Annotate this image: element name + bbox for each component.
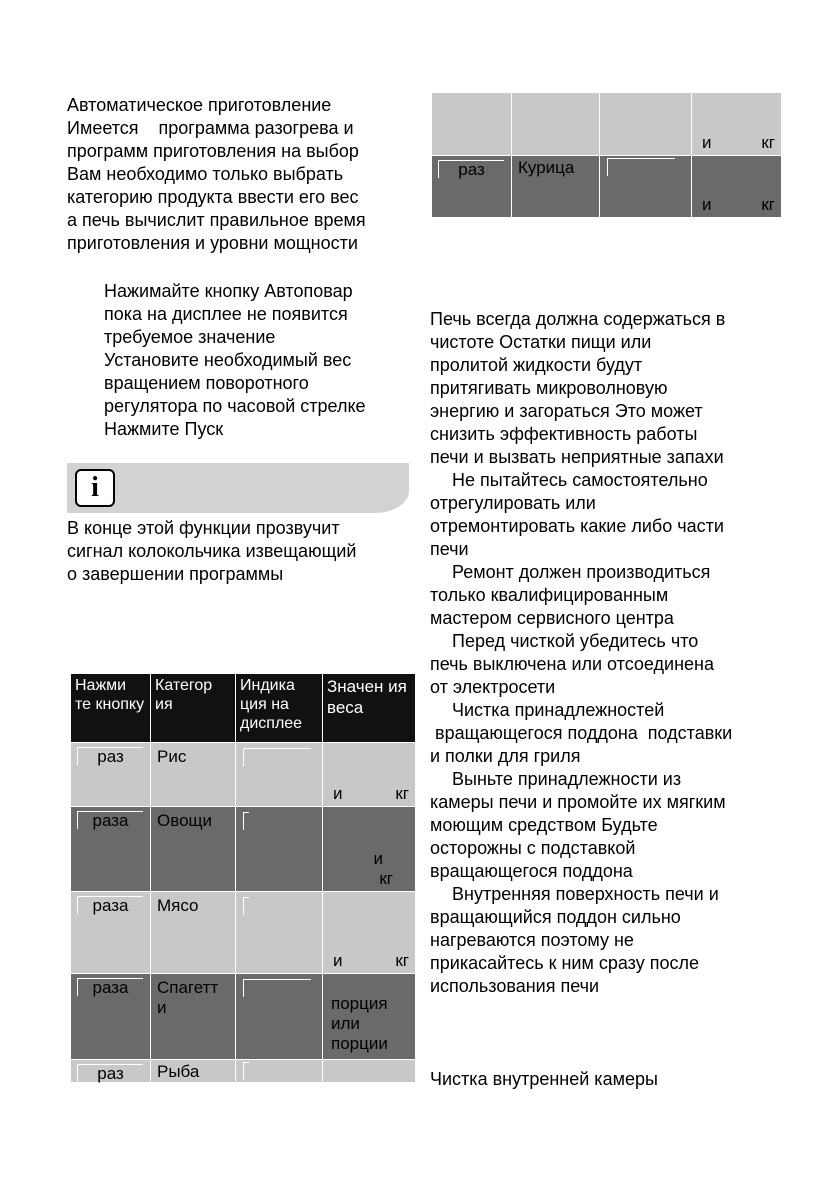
intro-line: приготовления и уровни мощности bbox=[67, 233, 358, 253]
intro-line: Вам необходимо только выбрать bbox=[67, 164, 344, 184]
program-table-continued bbox=[431, 92, 782, 218]
step-line: Нажмите Пуск bbox=[104, 419, 224, 439]
weight-unit: кг bbox=[395, 951, 409, 970]
weight-and: и bbox=[373, 849, 383, 868]
table-row bbox=[71, 892, 416, 974]
text-line: нагреваются поэтому не bbox=[430, 930, 634, 950]
text-line: Не пытайтесь самостоятельно bbox=[452, 470, 708, 490]
text-line: от электросети bbox=[430, 677, 556, 697]
instruction-steps bbox=[104, 280, 409, 441]
text-line: Перед чисткой убедитесь что bbox=[452, 631, 699, 651]
category-cell: Овощи bbox=[151, 807, 236, 892]
header-cell: Категор ия bbox=[151, 674, 236, 743]
weight-and: и bbox=[333, 784, 343, 803]
category-cell: Спагетт и bbox=[151, 974, 236, 1060]
table-header-row bbox=[71, 674, 416, 743]
weight-and: и bbox=[702, 195, 712, 214]
text-line: печь выключена или отсоединена bbox=[430, 654, 715, 674]
weight-unit: кг bbox=[395, 784, 409, 803]
section-heading bbox=[430, 1068, 780, 1091]
header-cell: Значен ия веса bbox=[323, 674, 416, 743]
text-line: вращающегося поддона подставки bbox=[430, 723, 733, 743]
text-line: вращающегося поддона bbox=[430, 861, 633, 881]
weight-unit: кг bbox=[761, 133, 775, 152]
note-paragraph bbox=[67, 517, 412, 586]
intro-line: а печь вычислит правильное время bbox=[67, 210, 366, 230]
text-line: и полки для гриля bbox=[430, 746, 581, 766]
times-cell: раза bbox=[77, 978, 143, 996]
display-chip bbox=[243, 1062, 249, 1080]
table-row bbox=[71, 807, 416, 892]
intro-line: категорию продукта ввести его вес bbox=[67, 187, 359, 207]
text-line: Печь всегда должна содержаться в bbox=[430, 309, 726, 329]
step-line: требуемое значение bbox=[104, 327, 276, 347]
step-line: регулятора по часовой стрелке bbox=[104, 396, 366, 416]
intro-line: Имеется программа разогрева и bbox=[67, 118, 354, 138]
text-line: использования печи bbox=[430, 976, 600, 996]
text-line: снизить эффективность работы bbox=[430, 424, 698, 444]
category-cell: Курица bbox=[512, 156, 600, 218]
cleaning-heading: Чистка внутренней камеры bbox=[430, 1069, 658, 1089]
step-line: вращением поворотного bbox=[104, 373, 309, 393]
program-table bbox=[70, 673, 416, 1083]
info-banner bbox=[67, 463, 409, 513]
text-line: только квалифицированным bbox=[430, 585, 669, 605]
intro-line: Автоматическое приготовление bbox=[67, 95, 332, 115]
display-chip bbox=[243, 979, 311, 997]
table-row bbox=[432, 156, 782, 218]
text-line: печи и вызвать неприятные запахи bbox=[430, 447, 724, 467]
display-chip bbox=[243, 748, 311, 766]
text-line: мастером сервисного центра bbox=[430, 608, 674, 628]
times-cell: раз bbox=[77, 747, 143, 765]
text-line: камеры печи и промойте их мягким bbox=[430, 792, 726, 812]
display-chip bbox=[243, 897, 249, 915]
text-line: Ремонт должен производиться bbox=[452, 562, 711, 582]
category-cell: Рыба bbox=[151, 1060, 236, 1083]
times-cell: раза bbox=[77, 896, 143, 914]
weight-and: и bbox=[333, 951, 343, 970]
text-line: чистоте Остатки пищи или bbox=[430, 332, 652, 352]
portion-line: или bbox=[331, 1014, 360, 1033]
text-line: печи bbox=[430, 539, 469, 559]
display-chip bbox=[243, 812, 249, 830]
note-line: сигнал колокольчика извещающий bbox=[67, 541, 357, 561]
portion-line: порции bbox=[331, 1034, 388, 1053]
text-line: притягивать микроволновую bbox=[430, 378, 668, 398]
note-line: о завершении программы bbox=[67, 564, 284, 584]
text-line: Внутренняя поверхность печи и bbox=[452, 884, 719, 904]
maintenance-text bbox=[430, 308, 780, 998]
table-row bbox=[71, 743, 416, 807]
weight-unit: кг bbox=[379, 869, 393, 888]
times-cell: раз bbox=[77, 1064, 143, 1082]
text-line: вращающийся поддон сильно bbox=[430, 907, 681, 927]
category-cell: Мясо bbox=[151, 892, 236, 974]
text-line: Выньте принадлежности из bbox=[452, 769, 682, 789]
info-icon: i bbox=[75, 469, 115, 507]
text-line: энергию и загораться Это может bbox=[430, 401, 703, 421]
weight-unit: кг bbox=[761, 195, 775, 214]
category-cell: Рис bbox=[151, 743, 236, 807]
table-row bbox=[71, 974, 416, 1060]
portion-line: порция bbox=[331, 994, 388, 1013]
intro-line: программ приготовления на выбор bbox=[67, 141, 359, 161]
text-line: моющим средством Будьте bbox=[430, 815, 658, 835]
times-cell: раза bbox=[77, 811, 143, 829]
text-line: осторожны с подставкой bbox=[430, 838, 636, 858]
step-line: Установите необходимый вес bbox=[104, 350, 352, 370]
header-cell: Нажми те кнопку bbox=[71, 674, 151, 743]
display-chip bbox=[607, 158, 675, 176]
text-line: прикасайтесь к ним сразу после bbox=[430, 953, 699, 973]
header-cell: Индика ция на дисплее bbox=[236, 674, 323, 743]
text-line: отрегулировать или bbox=[430, 493, 596, 513]
text-line: отремонтировать какие либо части bbox=[430, 516, 724, 536]
table-row bbox=[432, 93, 782, 156]
step-line: пока на дисплее не появится bbox=[104, 304, 348, 324]
step-line: Нажимайте кнопку Автоповар bbox=[104, 281, 353, 301]
table-row bbox=[71, 1060, 416, 1083]
text-line: Чистка принадлежностей bbox=[452, 700, 665, 720]
text-line: пролитой жидкости будут bbox=[430, 355, 643, 375]
weight-and: и bbox=[702, 133, 712, 152]
note-line: В конце этой функции прозвучит bbox=[67, 518, 340, 538]
times-cell: раз bbox=[438, 160, 504, 178]
intro-paragraph bbox=[67, 94, 412, 255]
